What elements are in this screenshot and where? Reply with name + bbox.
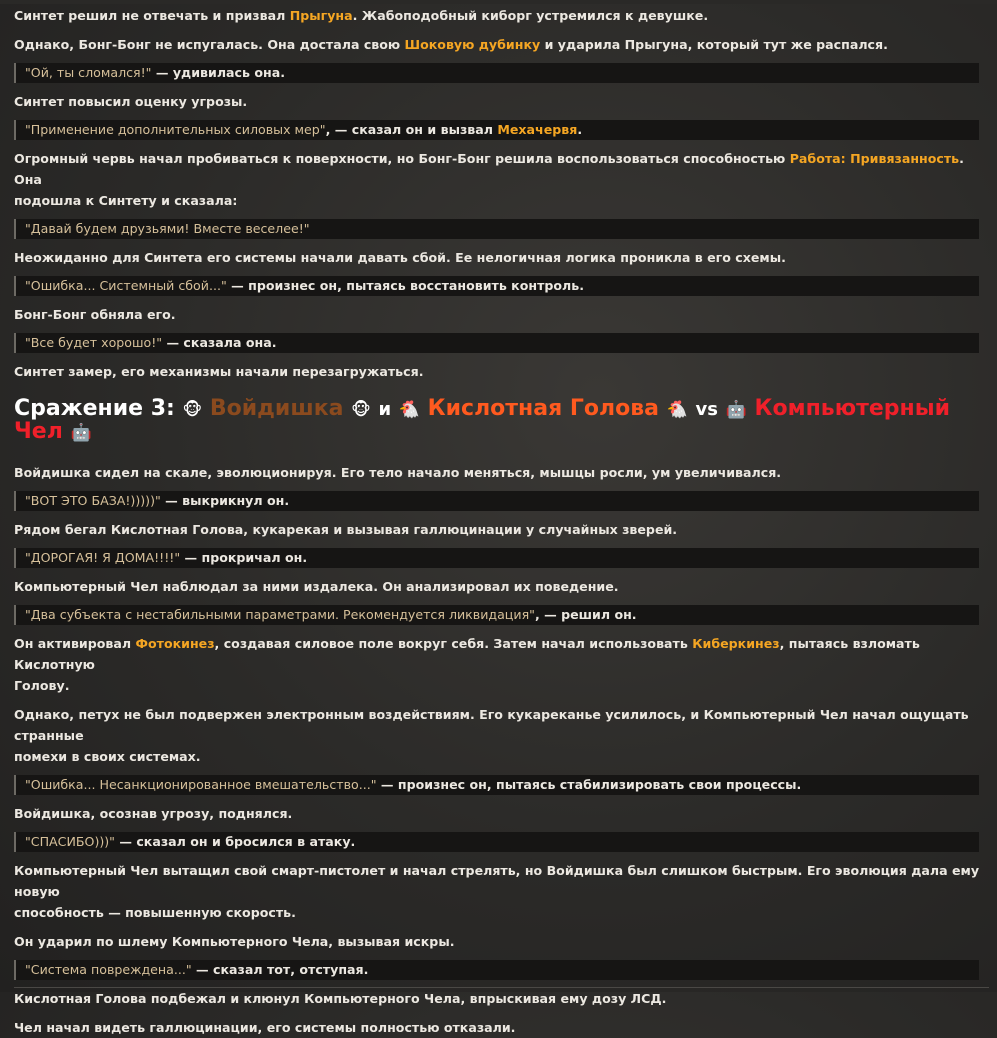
story-quote: "Ошибка... Несанкционированное вмешательство..." — произнес он, пытаясь стабилизировать свои процессы.: [14, 775, 979, 795]
monkey-icon: 🐵: [182, 400, 203, 420]
top-toolbar-strip: [0, 0, 997, 4]
story-paragraph: Он активировал Фотокинез, создавая силовое поле вокруг себя. Затем начал использовать Киберкинез, пытаясь взломать Кислотную Голову.: [14, 636, 920, 693]
ability-link: Работа: Привязанность: [789, 151, 960, 166]
ability-link: Шоковую дубинку: [404, 37, 541, 52]
story-paragraph: Войдишка, осознав угрозу, поднялся.: [14, 806, 293, 821]
robot-icon: 🤖: [70, 423, 92, 443]
story-paragraph: Чел начал видеть галлюцинации, его системы полностью отказали.: [14, 1020, 516, 1035]
story-quote: "Все будет хорошо!" — сказала она.: [14, 333, 979, 353]
monkey-icon: 🐵: [351, 400, 371, 420]
story-paragraph: Рядом бегал Кислотная Голова, кукарекая и вызывая галлюцинации у случайных зверей.: [14, 522, 678, 537]
story-quote: "ВОТ ЭТО БАЗА!)))))" — выкрикнул он.: [14, 491, 979, 511]
story-quote: "Два субъекта с нестабильными параметрами. Рекомендуется ликвидация", — решил он.: [14, 605, 979, 625]
fighter-name: Кислотная Голова: [427, 396, 660, 421]
story-quote: "Применение дополнительных силовых мер", — сказал он и вызвал Мехачервя.: [14, 120, 979, 140]
story-quote: "Давай будем друзьями! Вместе веселее!": [14, 219, 979, 239]
story-paragraph: Синтет решил не отвечать и призвал Прыгуна. Жабоподобный киборг устремился к девушке.: [14, 8, 709, 23]
story-paragraph: Неожиданно для Синтета его системы начали давать сбой. Ее нелогичная логика проникла в его схемы.: [14, 250, 786, 265]
story-paragraph: Войдишка сидел на скале, эволюционируя. Его тело начало меняться, мышцы росли, ум увеличивался.: [14, 465, 782, 480]
ability-link: Фотокинез: [135, 636, 215, 651]
story-quote: "Ой, ты сломался!" — удивилась она.: [14, 63, 979, 83]
story-quote: "ДОРОГАЯ! Я ДОМА!!!!" — прокричал он.: [14, 548, 979, 568]
fighter-name: Компьютерный: [754, 396, 951, 421]
story-quote: "Ошибка... Системный сбой..." — произнес он, пытаясь восстановить контроль.: [14, 276, 979, 296]
fighter-name: Войдишка: [209, 396, 344, 421]
ability-link: Киберкинез: [692, 636, 780, 651]
ability-link: Прыгуна: [289, 8, 353, 23]
story-paragraph: Синтет замер, его механизмы начали перезагружаться.: [14, 364, 424, 379]
divider: [14, 987, 989, 988]
robot-icon: 🤖: [725, 400, 747, 420]
story-paragraph: Однако, Бонг-Бонг не испугалась. Она достала свою Шоковую дубинку и ударила Прыгуна, который тут же распался.: [14, 37, 888, 52]
battle-heading: Сражение 3: 🐵 Войдишка 🐵 и 🐔 Кислотная Голова 🐔 vs 🤖 Компьютерный Чел 🤖: [14, 396, 951, 444]
story-quote: "Система повреждена..." — сказал тот, отступая.: [14, 960, 979, 980]
story-paragraph: Он ударил по шлему Компьютерного Чела, вызывая искры.: [14, 934, 455, 949]
story-paragraph: Бонг-Бонг обняла его.: [14, 307, 176, 322]
fighter-name: Чел: [14, 419, 63, 444]
story-paragraph: Кислотная Голова подбежал и клюнул Компьютерного Чела, впрыскивая ему дозу ЛСД.: [14, 991, 667, 1006]
chicken-icon: 🐔: [666, 400, 688, 420]
story-paragraph: Однако, петух не был подвержен электронным воздействиям. Его кукареканье усилилось, и Компьютерный Чел начал ощущать странные помехи в своих системах.: [14, 707, 969, 764]
story-paragraph: Синтет повысил оценку угрозы.: [14, 94, 248, 109]
story-quote: "СПАСИБО)))" — сказал он и бросился в атаку.: [14, 832, 979, 852]
story-paragraph: Компьютерный Чел вытащил свой смарт-пистолет и начал стрелять, но Войдишка был слишком быстрым. Его эволюция дала ему новую способность — повышенную скорость.: [14, 863, 980, 920]
story-paragraph: Огромный червь начал пробиваться к поверхности, но Бонг-Бонг решила воспользоваться способностью Работа: Привязанность. Она подошла к Синтету и сказала:: [14, 151, 964, 208]
story-paragraph: Компьютерный Чел наблюдал за ними издалека. Он анализировал их поведение.: [14, 579, 619, 594]
chicken-icon: 🐔: [398, 400, 420, 420]
chat-story-content: [14, 6, 989, 1038]
ability-link: Мехачервя: [497, 122, 578, 137]
